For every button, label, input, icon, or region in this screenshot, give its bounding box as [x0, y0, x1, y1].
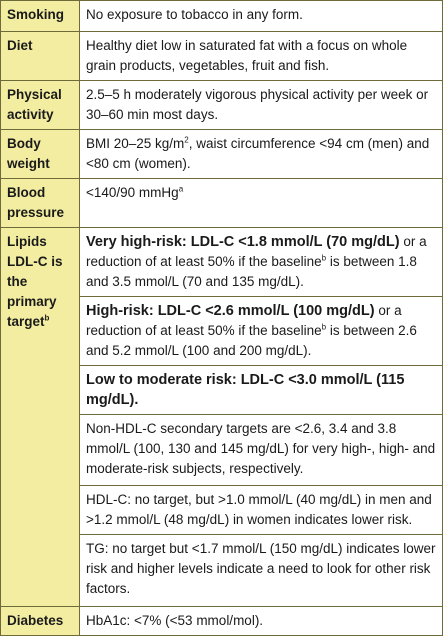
value-lipids-very-high: [80, 228, 443, 297]
very-high-risk-target: Very high-risk: LDL-C <1.8 mmol/L (70 mg/dL): [86, 234, 400, 250]
row-diabetes: [1, 607, 443, 636]
row-smoking: [1, 1, 443, 32]
label-diet: Diet: [1, 32, 80, 81]
value-diabetes: HbA1c: <7% (<53 mmol/mol).: [80, 607, 443, 636]
high-risk-footnote: b: [321, 322, 327, 332]
value-blood-pressure: [80, 179, 443, 228]
value-hdl: HDL-C: no target, but >1.0 mmol/L (40 mg/dL) in men and >1.2 mmol/L (48 mg/dL) in women indicates lower risk.: [80, 486, 443, 535]
row-diet: [1, 32, 443, 81]
very-high-risk-text: or a reduction of at least 50% if the baseline: [86, 234, 427, 269]
lipids-footnote: b: [44, 313, 50, 323]
label-diabetes: Diabetes: [1, 607, 80, 636]
label-body-weight: Body weight: [1, 130, 80, 179]
high-risk-target: High-risk: LDL-C <2.6 mmol/L (100 mg/dL): [86, 303, 375, 319]
value-diet: Healthy diet low in saturated fat with a focus on whole grain products, vegetables, fruit and fish.: [80, 32, 443, 81]
value-lipids-low-moderate: [80, 366, 443, 415]
value-body-weight: [80, 130, 443, 179]
row-body-weight: [1, 130, 443, 179]
high-risk-range: is between 2.6 and 5.2 mmol/L (100 and 200 mg/dL).: [86, 323, 417, 358]
label-lipids: [1, 228, 80, 607]
label-smoking: Smoking: [1, 1, 80, 32]
value-smoking: No exposure to tobacco in any form.: [80, 1, 443, 32]
low-moderate-risk-target: Low to moderate risk: LDL-C <3.0 mmol/L (115 mg/dL).: [86, 372, 405, 408]
value-tg: TG: no target but <1.7 mmol/L (150 mg/dL) indicates lower risk and higher levels indicate a need to look for other risk factors.: [80, 535, 443, 607]
value-non-hdl: Non-HDL-C secondary targets are <2.6, 3.4 and 3.8 mmol/L (100, 130 and 145 mg/dL) for very high-, high- and moderate-risk subjects, respectively.: [80, 415, 443, 486]
row-lipids-very-high: [1, 228, 443, 297]
very-high-risk-footnote: b: [321, 253, 327, 263]
bmi-text: BMI 20–25 kg/m: [86, 136, 185, 151]
bp-text: <140/90 mmHg: [86, 185, 179, 200]
lipids-label-text: Lipids LDL-C is the primary target: [7, 234, 63, 329]
very-high-risk-range: is between 1.8 and 3.5 mmol/L (70 and 135 mg/dL).: [86, 254, 417, 289]
bp-footnote: a: [178, 184, 184, 194]
value-physical-activity: 2.5–5 h moderately vigorous physical activity per week or 30–60 min most days.: [80, 81, 443, 130]
waist-text: , waist circumference <94 cm (men) and <80 cm (women).: [86, 136, 430, 171]
label-blood-pressure: Blood pressure: [1, 179, 80, 228]
row-blood-pressure: [1, 179, 443, 228]
label-physical-activity: Physical activity: [1, 81, 80, 130]
bmi-superscript: 2: [184, 135, 189, 145]
row-physical-activity: [1, 81, 443, 130]
value-lipids-high: [80, 297, 443, 366]
high-risk-text: or a reduction of at least 50% if the baseline: [86, 303, 402, 338]
